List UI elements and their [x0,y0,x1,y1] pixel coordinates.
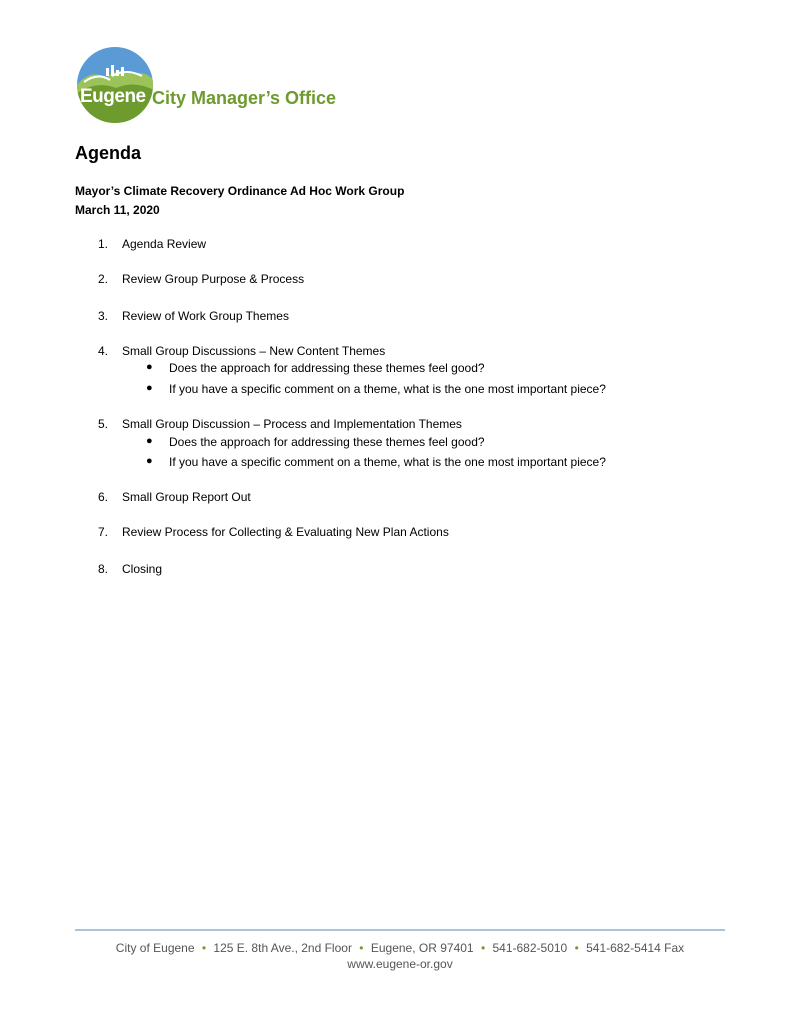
footer-fax: 541-682-5414 Fax [586,941,685,955]
item-text: Review Process for Collecting & Evaluating New Plan Actions [122,525,449,539]
item-number: 1. [98,237,109,251]
bullet-icon: ● [146,455,153,467]
sub-item-text: Does the approach for addressing these themes feel good? [169,361,485,375]
item-text: Agenda Review [122,237,207,251]
separator-icon: • [574,941,579,955]
item-text: Review of Work Group Themes [122,309,289,323]
meeting-name: Mayor’s Climate Recovery Ordinance Ad Hoc Work Group [75,184,405,198]
item-number: 3. [98,309,109,323]
meeting-date: March 11, 2020 [75,203,160,217]
office-name: City Manager’s Office [152,88,337,108]
sub-item-text: If you have a specific comment on a theme, what is the one most important piece? [169,455,606,469]
bullet-icon: ● [146,435,153,447]
bullet-icon: ● [146,361,153,373]
footer-website[interactable]: www.eugene-or.gov [347,957,453,971]
item-number: 4. [98,344,109,358]
logo-word: Eugene [80,86,146,107]
footer-phone: 541-682-5010 [492,941,568,955]
item-text: Small Group Report Out [122,490,251,504]
sub-item-text: If you have a specific comment on a theme, what is the one most important piece? [169,382,606,396]
item-number: 5. [98,417,109,431]
page-title: Agenda [75,143,142,163]
item-number: 8. [98,562,109,576]
footer-address [0,941,800,955]
separator-icon: • [201,941,207,955]
item-text: Small Group Discussions – New Content Themes [122,344,386,358]
item-text: Small Group Discussion – Process and Implementation Themes [122,417,462,431]
sub-item-text: Does the approach for addressing these themes feel good? [169,435,485,449]
item-number: 6. [98,490,109,504]
item-text: Closing [122,562,163,576]
item-number: 2. [98,272,109,286]
item-text: Review Group Purpose & Process [122,272,305,286]
separator-icon: • [359,941,364,955]
separator-icon: • [480,941,486,955]
footer-divider [75,929,725,931]
footer-city-state: Eugene, OR 97401 [370,941,474,955]
footer-street: 125 E. 8th Ave., 2nd Floor [213,941,352,955]
item-number: 7. [98,525,109,539]
footer-city: City of Eugene [115,941,195,955]
bullet-icon: ● [146,382,153,394]
